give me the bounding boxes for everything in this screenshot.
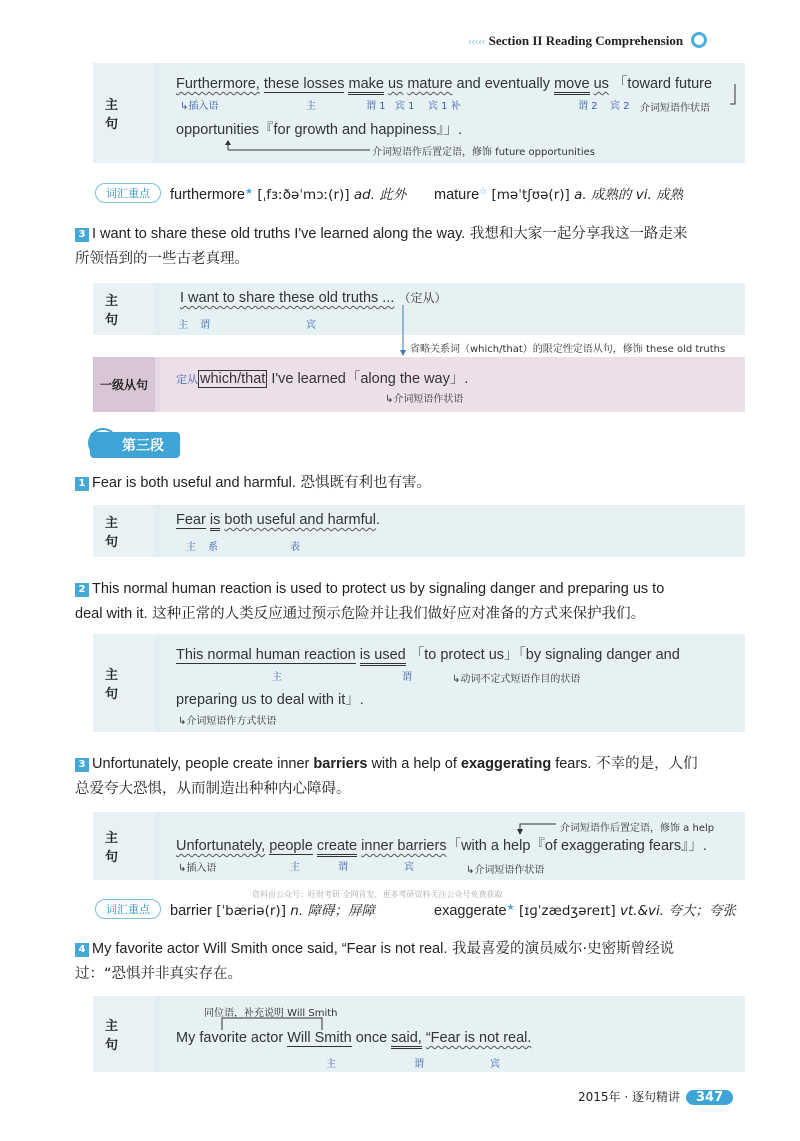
p3-sentence-3: 3 Unfortunately, people create inner barriers with a help of exaggerating fears. 不幸的是，人们 总爱夸大恐惧，从而制造出种种内心障碍。 [75,756,698,797]
ann-verb: 谓 [200,320,210,331]
box-label: 主 句 [93,996,155,1072]
ann-obj2: 宾 2 [610,101,630,112]
watermark-text: 资料由公众号：旺财考研 全网首发，更多考研资料关注公众号免费获取 [252,890,503,899]
ann-adverbial: ↳介词短语作状语 [466,865,545,876]
vocab-entry-exaggerate: exaggerate★ [ɪɡˈzædʒəreɪt] vt.&vi. 夸大；夸张 [434,903,736,919]
page-number: 347 [686,1090,733,1105]
box1-line1: Furthermore, these losses make us mature and eventually move us 「toward future [176,72,712,93]
ann-verb: 谓 [338,862,348,873]
ann-subject: 主 [306,101,316,112]
number-badge: 3 [75,228,89,242]
ann-verb: 谓 [414,1059,424,1070]
ann-verb1: 谓 1 [366,101,386,112]
ann-postmodifier: 介词短语作后置定语，修饰 a help [560,823,715,834]
box5-main: Unfortunately, people create inner barriers「with a help『of exaggerating fears』」. [176,834,707,855]
box4-line1: This normal human reaction is used 「to protect us」「by signaling danger and [176,643,680,664]
box4-line2: preparing us to deal with it」. [176,692,364,708]
number-badge: 3 [75,758,89,772]
ann-predicative: 表 [290,542,300,553]
ann-postmodifier: 介词短语作后置定语，修饰 future opportunities [372,147,595,158]
ann-complement1: 宾 1 补 [428,101,461,112]
section-title: 第三段 [90,432,180,458]
number-badge: 4 [75,943,89,957]
ann-insert: ↳插入语 [180,101,219,112]
ann-insert: ↳插入语 [178,863,217,874]
header-title: Section II Reading Comprehension [488,33,684,48]
box3-main: Fear is both useful and harmful. [176,512,380,528]
number-badge: 1 [75,477,89,491]
vocab-entry-barrier: barrier [ˈbæriə(r)] n. 障碍；屏障 [170,903,375,919]
ann-subject: 主 [290,862,300,873]
vocab-tag: 词汇重点 [95,183,161,203]
box2-main: I want to share these old truths ... （定从） [180,290,447,306]
ann-adverbial: 介词短语作状语 [640,103,710,114]
box1-line2: opportunities『for growth and happiness』」. [176,122,463,138]
box6-main: My favorite actor Will Smith once said, “Fear is not real. [176,1030,531,1046]
ann-subject: 主 [186,542,196,553]
p3-sentence-1: 1 Fear is both useful and harmful. 恐惧既有利也有害。 [75,471,755,496]
ann-appositive: 同位语，补充说明 Will Smith [204,1008,338,1019]
vocab-entry-furthermore: furthermore★ [ˌfɜːðəˈmɔː(r)] ad. 此外 [170,187,407,203]
ann-subject: 主 [178,320,188,331]
page-footer [578,1088,733,1105]
box-label: 主 句 [93,63,155,163]
ann-object: 宾 [490,1059,500,1070]
ann-object: 宾 [404,862,414,873]
ann-subject: 主 [326,1059,336,1070]
box-label: 主 句 [93,505,155,557]
ann-sub-adverbial: ↳介词短语作状语 [385,394,464,405]
ann-verb2: 谓 2 [578,101,598,112]
box-label: 主 句 [93,812,155,880]
ann-relative-clause-note: 省略关系词（which/that）的限定性定语从句，修饰 these old truths [410,344,726,355]
box-label: 主 句 [93,634,155,732]
sentence-3: 3 I want to share these old truths I've learned along the way. 我想和大家一起分享我这一路走来 所领悟到的一些古老真理。 [75,226,688,267]
box-label: 一级从句 [93,357,155,412]
number-badge: 2 [75,583,89,597]
arrow-chevrons-icon: ‹‹‹‹‹ [468,33,485,48]
ann-subject: 主 [272,672,282,683]
vocab-entry-mature: mature☆ [məˈtʃʊə(r)] a. 成熟的 vi. 成熟 [434,187,684,203]
ann-manner: ↳介词短语作方式状语 [178,716,277,727]
p3-sentence-2: 2 This normal human reaction is used to protect us by signaling danger and preparing us to deal with it. 这种正常的人类反应通过预示危险并让我们做好应对准备的方式来保护我们。 [75,581,665,622]
box-label: 主 句 [93,283,155,335]
ann-purpose: ↳动词不定式短语作目的状语 [452,674,581,685]
box2-subclause: 定从 which/that I've learned「along the way」. [176,371,469,387]
footer-text: 2015年 · 逐句精讲 [578,1090,680,1104]
ann-verb: 谓 [402,672,412,683]
ann-obj1: 宾 1 [395,101,415,112]
p3-sentence-4: 4 My favorite actor Will Smith once said, “Fear is not real. 我最喜爱的演员威尔·史密斯曾经说 过：“恐惧并非真实存在。 [75,941,675,982]
ann-linking: 系 [208,542,218,553]
vocab-tag: 词汇重点 [95,899,161,919]
ann-object: 宾 [306,320,316,331]
